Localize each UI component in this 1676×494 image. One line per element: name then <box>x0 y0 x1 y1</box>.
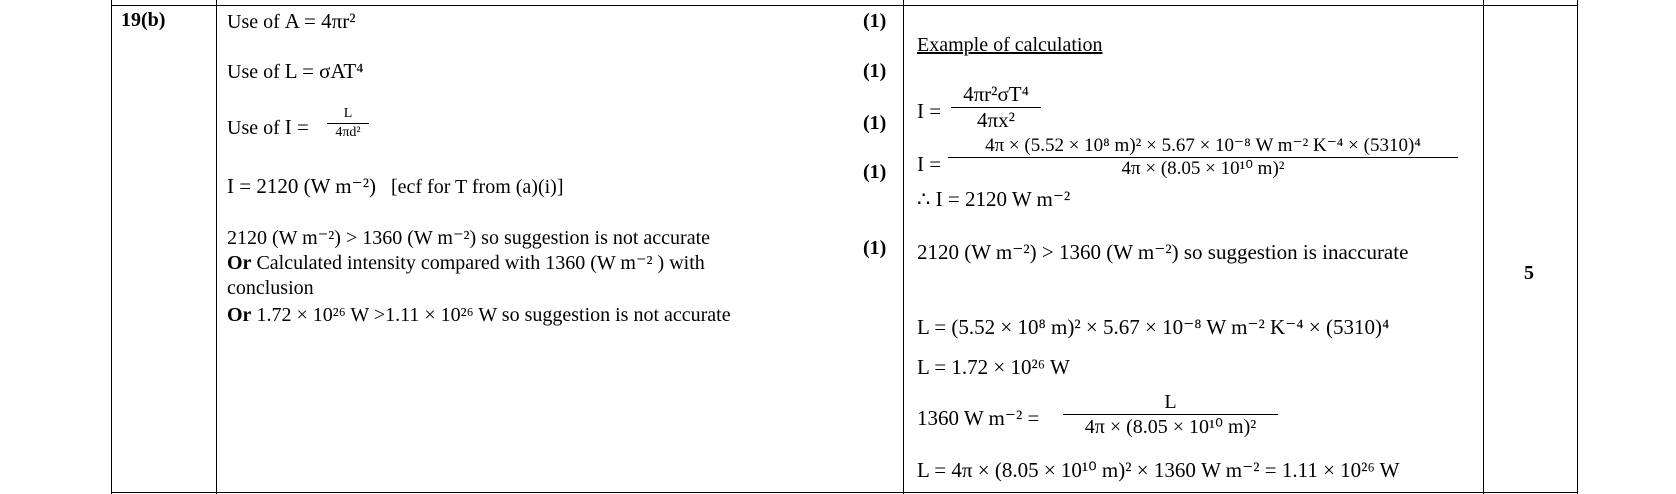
mark-1: (1) <box>863 10 887 32</box>
example-eq4: 2120 (W m⁻²) > 1360 (W m⁻²) so suggestion is inaccurate <box>917 240 1409 264</box>
mark-3: (1) <box>863 112 887 134</box>
answer-line-6: Or Calculated intensity compared with 1360 (W m⁻² ) with <box>227 252 705 274</box>
table-top-border <box>111 5 1578 6</box>
example-eq7-lhs: 1360 W m⁻² = <box>917 406 1040 430</box>
column-divider <box>216 0 217 494</box>
column-divider <box>1577 0 1578 494</box>
example-eq2-lhs: I = <box>917 152 942 176</box>
example-eq3: ∴ I = 2120 W m⁻² <box>917 187 1071 211</box>
example-eq1-lhs: I = <box>917 99 942 123</box>
example-eq8: L = 4π × (8.05 × 10¹⁰ m)² × 1360 W m⁻² = 1.11 × 10²⁶ W <box>917 458 1400 482</box>
example-eq6: L = 1.72 × 10²⁶ W <box>917 355 1070 379</box>
table-bottom-border <box>111 492 1578 493</box>
question-number: 19(b) <box>121 9 166 31</box>
answer-line-5: 2120 (W m⁻²) > 1360 (W m⁻²) so suggestion is not accurate <box>227 227 711 249</box>
answer-line-2: Use of L = σAT⁴ <box>227 59 364 83</box>
column-divider <box>1483 0 1484 494</box>
answer-line-8: Or 1.72 × 10²⁶ W >1.11 × 10²⁶ W so suggestion is not accurate <box>227 304 731 326</box>
example-eq2-fraction: 4π × (5.52 × 10⁸ m)² × 5.67 × 10⁻⁸ W m⁻² K⁻⁴ × (5310)⁴ 4π × (8.05 × 10¹⁰ m)² <box>948 135 1458 180</box>
example-eq1-fraction: 4πr²σT⁴ 4πx² <box>951 82 1041 133</box>
answer-fraction: L 4πd² <box>327 105 369 142</box>
answer-line-3: Use of I = <box>227 115 309 139</box>
column-divider <box>111 0 112 494</box>
mark-2: (1) <box>863 60 887 82</box>
answer-line-4: I = 2120 (W m⁻²) [ecf for T from (a)(i)] <box>227 174 564 198</box>
total-mark: 5 <box>1524 262 1534 284</box>
column-divider <box>903 0 904 494</box>
mark-4: (1) <box>863 161 887 183</box>
example-heading: Example of calculation <box>917 34 1103 56</box>
answer-line-7: conclusion <box>227 277 314 299</box>
answer-line-1: Use of A = 4πr² <box>227 9 356 33</box>
example-eq5: L = (5.52 × 10⁸ m)² × 5.67 × 10⁻⁸ W m⁻² K⁻⁴ × (5310)⁴ <box>917 315 1390 339</box>
example-eq7-fraction: L 4π × (8.05 × 10¹⁰ m)² <box>1063 390 1278 439</box>
mark-5: (1) <box>863 237 887 259</box>
